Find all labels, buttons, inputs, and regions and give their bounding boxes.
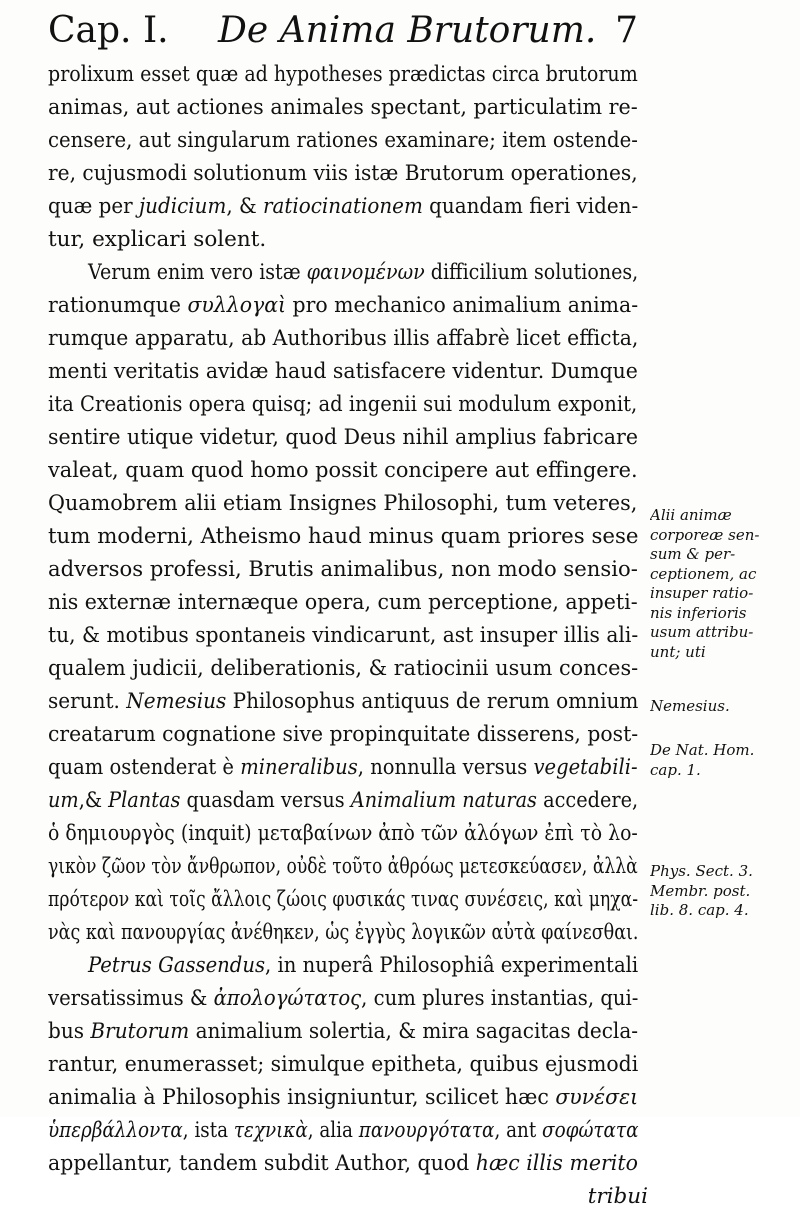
- text-line-content: [48, 487, 637, 520]
- text-line: [48, 157, 648, 190]
- italic-text: tribui: [587, 1184, 648, 1209]
- text-line-content: [48, 883, 638, 916]
- text-line-content: [48, 355, 638, 388]
- margin-note-line: insuper ratio-: [650, 584, 754, 602]
- text-line-content: [48, 586, 638, 619]
- text-line: [48, 454, 648, 487]
- margin-note-line: sum & per-: [650, 545, 736, 563]
- text-line: [48, 718, 648, 751]
- margin-note-line: corporeæ sen-: [650, 525, 760, 544]
- text-line: [48, 355, 648, 388]
- text-segment: rumque apparatu, ab Authoribus illis affabrè licet efficta,: [48, 326, 639, 351]
- text-line: [48, 784, 648, 817]
- text-line: [48, 916, 648, 949]
- text-line-content: [48, 619, 638, 652]
- text-segment: bus: [48, 1019, 91, 1044]
- text-segment: pro mechanico animalium anima-: [286, 293, 639, 318]
- text-line: [48, 553, 648, 586]
- text-line: [48, 949, 648, 982]
- text-segment: versatissimus &: [48, 986, 214, 1011]
- italic-text: Plantas: [108, 788, 181, 813]
- italic-text: Animalium naturas: [350, 788, 537, 813]
- text-segment: serunt.: [48, 689, 127, 714]
- text-line: [48, 619, 648, 652]
- italic-text: ratiocinationem: [263, 194, 423, 219]
- text-segment: tu, & motibus spontaneis vindicarunt, ast insuper illis ali-: [48, 623, 639, 648]
- text-line-content: [48, 751, 638, 784]
- margin-note-phys-sect: [650, 862, 798, 921]
- italic-text: τεχνικὰ: [233, 1118, 308, 1143]
- text-segment: qualem judicii, deliberationis, & ratiocinii usum conces-: [48, 656, 639, 681]
- chapter-label: Cap. I.: [48, 10, 169, 51]
- text-segment: νὰς καὶ πανουργίας ἀνέθηκεν, ὡς ἐγγὺς λογικῶν αὐτὰ φαίνεσθαι.: [48, 920, 639, 945]
- text-line: [48, 487, 648, 520]
- italic-text: Petrus Gassendus: [88, 953, 266, 978]
- text-line: [48, 1048, 648, 1081]
- running-title: De Anima Brutorum.: [218, 10, 597, 51]
- text-line-content: [48, 685, 638, 718]
- text-segment: rantur, enumerasset; simulque epitheta, quibus ejusmodi: [48, 1052, 639, 1077]
- text-line-content: [88, 949, 638, 982]
- text-segment: sentire utique videtur, quod Deus nihil amplius fabricare: [48, 425, 638, 450]
- text-segment: quasdam versus: [180, 788, 351, 813]
- margin-note-line: De Nat. Hom.: [650, 741, 755, 759]
- text-line-content: [48, 91, 638, 124]
- text-segment: , ant: [494, 1118, 543, 1143]
- italic-text: vegetabili-: [533, 755, 638, 780]
- text-line: [48, 1147, 648, 1180]
- text-segment: prolixum esset quæ ad hypotheses prædictas circa brutorum: [48, 62, 638, 87]
- text-line-content: [48, 289, 638, 322]
- text-line-content: [48, 1015, 638, 1048]
- text-segment: appellantur, tandem subdit Author, quod: [48, 1151, 476, 1176]
- text-segment: Verum enim vero istæ: [88, 260, 307, 285]
- text-segment: , nonnulla versus: [357, 755, 534, 780]
- text-segment: nis externæ internæque opera, cum perceptione, appeti-: [48, 590, 638, 615]
- text-segment: Philosophus antiquus de rerum omnium: [226, 689, 639, 714]
- text-line: [48, 1180, 648, 1213]
- text-segment: quandam fieri viden-: [422, 194, 639, 219]
- margin-note-line: cap. 1.: [650, 760, 701, 779]
- text-segment: quæ per: [48, 194, 139, 219]
- text-segment: , ista: [182, 1118, 234, 1143]
- text-segment: animas, aut actiones animales spectant, particulatim re-: [48, 95, 638, 120]
- margin-note-line: Phys. Sect. 3.: [650, 862, 753, 880]
- text-line: [48, 124, 648, 157]
- text-line: [48, 190, 648, 223]
- text-line-content: [48, 454, 638, 487]
- text-line: [48, 751, 648, 784]
- italic-text: um: [48, 788, 79, 813]
- text-line-content: [48, 190, 638, 223]
- text-line: [48, 223, 648, 256]
- margin-note-alii-animae: [650, 506, 798, 662]
- italic-text: φαινομένων: [306, 260, 425, 285]
- text-segment: valeat, quam quod homo possit concipere aut effingere.: [48, 458, 638, 483]
- text-segment: re, cujusmodi solutionum viis istæ Brutorum operationes,: [48, 161, 638, 186]
- text-segment: , in nuperâ Philosophiâ experimentali: [265, 953, 639, 978]
- text-line-content: [48, 1114, 638, 1147]
- text-segment: creatarum cognatione sive propinquitate disserens, post-: [48, 722, 639, 747]
- italic-text: Brutorum: [90, 1019, 190, 1044]
- margin-note-de-nat-hom: [650, 741, 798, 780]
- italic-text: συλλογαὶ: [187, 293, 287, 318]
- margin-note-line: ceptionem, ac: [650, 564, 757, 583]
- text-segment: quam ostenderat è: [48, 755, 241, 780]
- italic-text: ὑπερβάλλοντα: [48, 1118, 183, 1143]
- text-line-content: [48, 1081, 638, 1114]
- margin-note-nemesius: [650, 697, 798, 717]
- text-line: [48, 850, 648, 883]
- margin-note-line: lib. 8. cap. 4.: [650, 901, 749, 919]
- text-segment: menti veritatis avidæ haud satisfacere videntur. Dumque: [48, 359, 638, 384]
- text-segment: , cum plures instantias, qui-: [361, 986, 639, 1011]
- margin-note-line: unt; uti: [650, 642, 706, 661]
- text-line-content: [48, 322, 638, 355]
- italic-text: judicium: [138, 194, 227, 219]
- text-line: [48, 817, 648, 850]
- text-line: [48, 652, 648, 685]
- text-line-content: [48, 718, 638, 751]
- text-line: [48, 1114, 648, 1147]
- main-text: [48, 58, 648, 1213]
- text-line-content: [588, 1180, 648, 1213]
- italic-text: Nemesius: [126, 689, 227, 714]
- text-line: [48, 1015, 648, 1048]
- text-line-content: [48, 817, 638, 850]
- text-line-content: [48, 157, 638, 190]
- italic-text: συνέσει: [555, 1085, 639, 1110]
- text-segment: difficilium solutiones,: [424, 260, 639, 285]
- italic-text: ἀπολογώτατος: [213, 986, 362, 1011]
- text-segment: adversos professi, Brutis animalibus, non modo sensio-: [48, 557, 638, 582]
- text-line: [48, 883, 648, 916]
- text-segment: , alia: [307, 1118, 359, 1143]
- text-line-content: [48, 916, 638, 949]
- text-line: [48, 91, 648, 124]
- margin-note-line: Alii animæ: [650, 506, 732, 524]
- text-line-content: [48, 1147, 638, 1180]
- text-line-content: [48, 421, 638, 454]
- text-line: [48, 982, 648, 1015]
- text-line: [48, 421, 648, 454]
- text-line: [48, 58, 648, 91]
- text-segment: ὁ δημιουργὸς (inquit) μεταβαίνων ἀπὸ τῶν ἀλόγων ἐπὶ τὸ λο-: [48, 821, 638, 846]
- text-line-content: [48, 520, 639, 553]
- text-segment: ,&: [78, 788, 109, 813]
- margin-note-line: usum attribu-: [650, 623, 754, 641]
- text-segment: animalia à Philosophis insigniuntur, scilicet hæc: [48, 1085, 556, 1110]
- text-segment: tur, explicari solent.: [48, 227, 267, 252]
- margin-note-line: nis inferioris: [650, 603, 747, 622]
- text-segment: animalium solertia, & mira sagacitas decla-: [189, 1019, 639, 1044]
- text-segment: tum moderni, Atheismo haud minus quam priores sese: [48, 524, 639, 549]
- margin-note-line: Nemesius.: [650, 697, 730, 715]
- text-line: [48, 1081, 648, 1114]
- text-line: [48, 586, 648, 619]
- text-line-content: [48, 652, 638, 685]
- text-line-content: [48, 553, 638, 586]
- text-line-content: [48, 124, 638, 157]
- text-line: [48, 322, 648, 355]
- text-segment: rationumque: [48, 293, 188, 318]
- text-line-content: [48, 850, 638, 883]
- text-line-content: [48, 982, 638, 1015]
- text-segment: , &: [226, 194, 264, 219]
- text-line: [48, 520, 648, 553]
- text-line: [48, 289, 648, 322]
- text-line: [48, 685, 648, 718]
- text-line-content: [88, 256, 638, 289]
- text-segment: accedere,: [536, 788, 639, 813]
- page-number: 7: [615, 10, 638, 51]
- text-segment: πρότερον καὶ τοῖς ἄλλοις ζώοις φυσικάς τινας συνέσεις, καὶ μηχα-: [48, 887, 639, 912]
- text-line-content: [48, 784, 638, 817]
- text-line-content: [48, 223, 266, 256]
- running-header: [48, 8, 638, 54]
- italic-text: mineralibus: [240, 755, 358, 780]
- text-line: [48, 256, 648, 289]
- text-segment: ita Creationis opera quisq; ad ingenii sui modulum exponit,: [48, 392, 638, 417]
- text-line-content: [48, 58, 638, 91]
- text-line-content: [48, 388, 637, 421]
- italic-text: πανουργότατα: [358, 1118, 495, 1143]
- text-segment: Quamobrem alii etiam Insignes Philosophi, tum veteres,: [48, 491, 638, 516]
- italic-text: σοφώτατα: [542, 1118, 639, 1143]
- margin-note-line: Membr. post.: [650, 881, 751, 900]
- italic-text: hæc illis merito: [475, 1151, 638, 1176]
- text-line-content: [48, 1048, 638, 1081]
- text-segment: γικὸν ζῶον τὸν ἄνθρωπον, οὐδὲ τοῦτο ἀθρόως μετεσκεύασεν, ἀλλὰ: [48, 854, 638, 879]
- text-line: [48, 388, 648, 421]
- text-segment: censere, aut singularum rationes examinare; item ostende-: [48, 128, 638, 153]
